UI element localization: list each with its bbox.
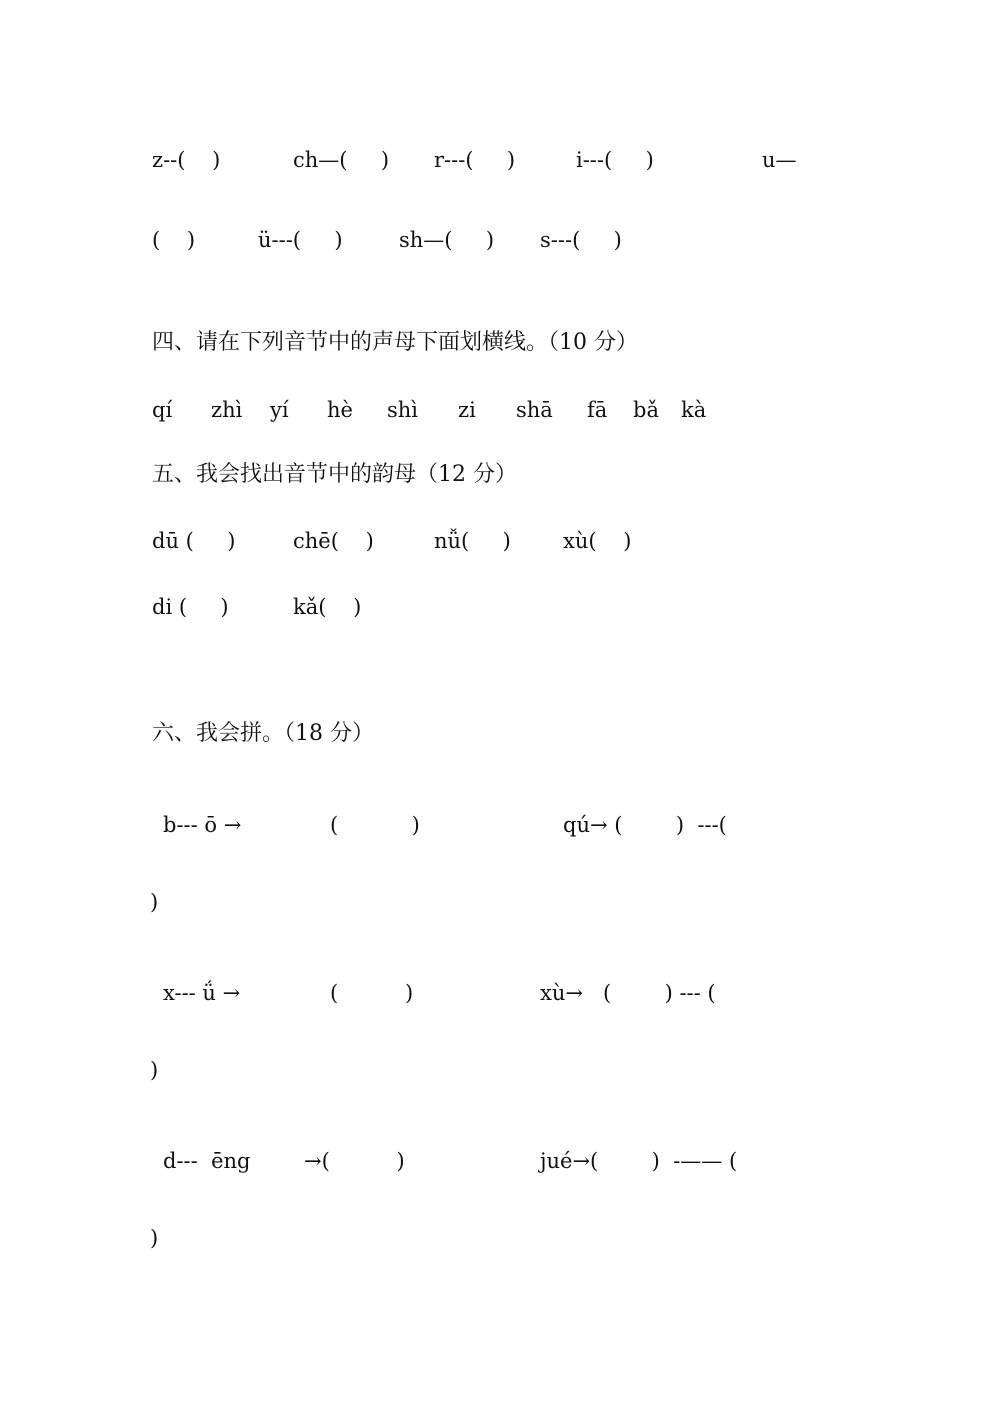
s4-syllable: zhì [211, 398, 243, 422]
s4-syllable: zi [458, 398, 476, 422]
s6-row-close: ) [150, 890, 159, 914]
s4-syllable: hè [327, 398, 353, 422]
section4-heading: 四、请在下列音节中的声母下面划横线。（10 分） [152, 330, 638, 355]
s6-row-left-box: ( ) [330, 981, 414, 1005]
s3-item-i: i---( ) [576, 148, 654, 172]
s6-row-right: xù→ ( ) --- ( [540, 981, 716, 1005]
s6-row-left: b--- ō → [163, 813, 242, 837]
s6-row-left: x--- ǘ → [163, 981, 241, 1005]
s4-syllable: shì [387, 398, 419, 422]
s6-row-left-box: ( ) [330, 813, 420, 837]
s3-item-z: z--( ) [152, 148, 221, 172]
s6-row-right: qú→ ( ) ---( [563, 813, 727, 837]
s5-item: chē( ) [293, 529, 374, 553]
s6-row-close: ) [150, 1058, 159, 1082]
s6-row-left: d--- ēng [163, 1149, 251, 1173]
s3-item-s: s---( ) [540, 228, 622, 252]
s5-item: nǚ( ) [434, 529, 511, 553]
s4-syllable: fā [587, 398, 608, 422]
s4-syllable: bǎ [633, 398, 659, 422]
s4-syllable: qí [152, 398, 173, 422]
s4-syllable: yí [270, 398, 289, 422]
s4-syllable: shā [516, 398, 553, 422]
s3-item-r: r---( ) [434, 148, 516, 172]
s5-item: kǎ( ) [293, 595, 362, 619]
s6-row-close: ) [150, 1226, 159, 1250]
s4-syllable: kà [681, 398, 707, 422]
s5-item: di ( ) [152, 595, 229, 619]
s3-item-ch: ch—( ) [293, 148, 390, 172]
s6-row-left-box: →( ) [304, 1149, 405, 1173]
s5-item: dū ( ) [152, 529, 236, 553]
section6-heading: 六、我会拼。（18 分） [152, 721, 374, 746]
s6-row-right: jué→( ) -—— ( [540, 1149, 738, 1173]
s5-item: xù( ) [563, 529, 632, 553]
section5-heading: 五、我会找出音节中的韵母（12 分） [152, 462, 517, 487]
s3-item-u: u— [762, 148, 797, 172]
s3-item-sh: sh—( ) [399, 228, 495, 252]
s3-item-u-box: ( ) [152, 228, 196, 252]
s3-item-v: ü---( ) [258, 228, 343, 252]
